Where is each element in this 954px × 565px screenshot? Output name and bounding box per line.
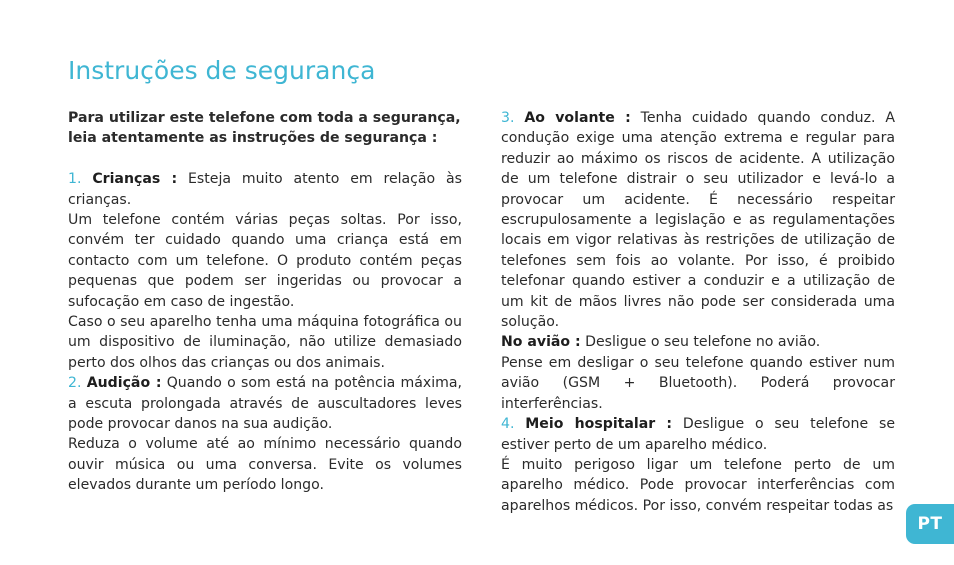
language-badge: PT: [906, 504, 954, 544]
left-column: [68, 108, 462, 496]
section-heading: Audição :: [86, 375, 162, 392]
paragraph: Caso o seu aparelho tenha uma máquina fotográfica ou um dispositivo de iluminação, não utilize demasiado perto dos olhos das crianças ou dos animais.: [68, 314, 462, 371]
section-text: Quando o som está na potência máxima, a escuta prolongada através de auscultadores leves pode provocar danos na sua audição.: [68, 375, 462, 433]
paragraph: Um telefone contém várias peças soltas. Por isso, convém ter cuidado quando uma criança está em contacto com um telefone. O produto contém peças pequenas que podem ser ingeridas ou provocar a sufocação em caso de ingestão.: [68, 212, 462, 310]
section-hearing: [68, 373, 462, 434]
section-number: 2.: [68, 375, 82, 392]
page-title: Instruções de segurança: [68, 56, 376, 85]
section-text: Tenha cuidado quando conduz. A condução exige uma atenção extrema e regular para reduzir ao máximo os riscos de acidente. A utilização de um telefone distrair o seu utilizador e levá-lo a provocar um acidente. É necessário respeitar escrupulosamente a legislação e as regulamentações locais em vigor relativas às restrições de utilização de telefones sem fois ao volante. Por isso, é proibido telefonar quando estiver a conduzir e a utilização de um kit de mãos livres não pode ser considerada uma solução.: [501, 110, 895, 331]
section-number: 4.: [501, 416, 515, 433]
section-text: Desligue o seu telefone se estiver perto de um aparelho médico.: [501, 416, 895, 453]
section-text: Desligue o seu telefone no avião.: [585, 334, 821, 351]
section-heading: Meio hospitalar :: [525, 416, 673, 433]
section-driving: [501, 108, 895, 332]
section-text: Esteja muito atento em relação às crianças.: [68, 171, 463, 208]
section-heading: No avião :: [501, 334, 581, 351]
section-hospital: [501, 414, 895, 455]
paragraph: Reduza o volume até ao mínimo necessário quando ouvir música ou uma conversa. Evite os volumes elevados durante um período longo.: [68, 436, 462, 494]
section-heading: Crianças :: [92, 171, 178, 188]
section-children: [68, 169, 462, 210]
paragraph: É muito perigoso ligar um telefone perto de um aparelho médico. Pode provocar interferências com aparelhos médicos. Por isso, convém respeitar todas as: [501, 456, 895, 514]
section-plane: [501, 332, 895, 352]
paragraph: Pense em desligar o seu telefone quando estiver num avião (GSM + Bluetooth). Poderá provocar interferências.: [501, 354, 895, 412]
section-number: 3.: [501, 110, 515, 126]
right-column: [501, 108, 895, 516]
intro-text: Para utilizar este telefone com toda a segurança, leia atentamente as instruções de segurança :: [68, 110, 461, 147]
section-heading: Ao volante :: [524, 110, 631, 126]
section-number: 1.: [68, 171, 82, 188]
